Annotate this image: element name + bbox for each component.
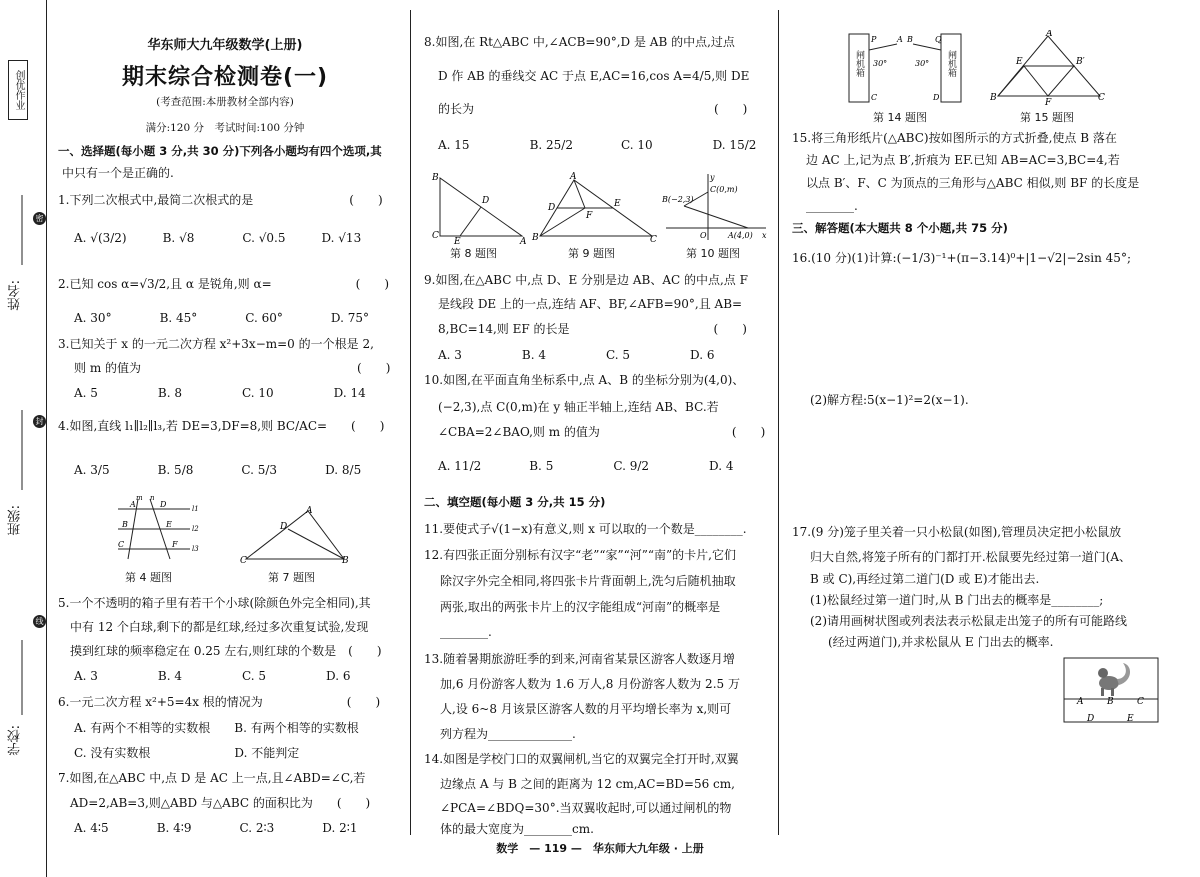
question-13-cont-2: 人,设 6~8 月该景区游客人数的月平均增长率为 x,则可 (440, 702, 732, 716)
svg-text:E: E (1016, 57, 1023, 67)
question-17-part-1: (1)松鼠经过第一道门时,从 B 门出去的概率是________; (810, 593, 1104, 607)
question-12-blank: ________. (440, 625, 492, 639)
svg-text:x: x (762, 231, 767, 240)
question-8-cont-2: 的长为 ( ) (438, 102, 748, 116)
question-14-cont-2: ∠PCA=∠BDQ=30°.当双翼收起时,可以通过闸机的物 (440, 801, 732, 815)
figure-7-triangle (238, 505, 353, 565)
question-15-blank: ________. (806, 199, 858, 213)
question-5-cont-1: 中有 12 个白球,剩下的都是红球,经过多次重复试验,发现 (70, 620, 369, 634)
question-12-cont-1: 除汉字外完全相同,将四张卡片背面朝上,洗匀后随机抽取 (440, 574, 736, 588)
svg-text:O: O (700, 231, 707, 240)
svg-text:A: A (897, 35, 903, 44)
figure-8-right-triangle (430, 170, 530, 245)
svg-text:E: E (614, 199, 621, 209)
section-1-heading-cont: 中只有一个是正确的. (62, 166, 174, 180)
question-14: 14.如图是学校门口的双翼闸机,当它的双翼完全打开时,双翼 (424, 752, 739, 766)
page-title: 期末综合检测卷(一) (121, 65, 329, 90)
question-2-options: A. 30° B. 45° C. 60° D. 75° (74, 311, 370, 325)
score-and-time: 满分:120 分 考试时间:100 分钟 (145, 122, 305, 134)
figure-15-caption: 第 15 题图 (1020, 111, 1074, 124)
series-title: 华东师大九年级数学(上册) (147, 38, 303, 53)
question-13: 13.随着暑期旅游旺季的到来,河南省某景区游客人数逐月增 (424, 652, 735, 666)
door-c: C (1137, 697, 1144, 707)
figure-4-caption: 第 4 题图 (125, 571, 172, 584)
figure-8-caption: 第 8 题图 (450, 247, 497, 260)
left-binding-line (46, 0, 47, 877)
figure-10-coordinate-plane (662, 170, 772, 245)
question-6-options-ab: A. 有两个不相等的实数根 B. 有两个相等的实数根 (74, 721, 359, 735)
svg-text:D: D (280, 522, 288, 532)
figure-14-caption: 第 14 题图 (873, 111, 927, 124)
question-8-cont-1: D 作 AB 的垂线交 AC 于点 E,AC=16,cos A=4/5,则 DE (438, 69, 750, 83)
svg-text:P: P (871, 35, 877, 44)
figure-7-caption: 第 7 题图 (268, 571, 315, 584)
figure-17-cage (1063, 657, 1159, 723)
question-17-part-2-cont: (经过两道门),并求松鼠从 E 门出去的概率. (828, 635, 1054, 649)
question-17-part-2: (2)请用画树状图或列表法表示松鼠走出笼子的所有可能路线 (810, 614, 1128, 628)
question-6: 6.一元二次方程 x²+5=4x 根的情况为 ( ) (58, 695, 381, 709)
question-7-options: A. 4∶5 B. 4∶9 C. 2∶3 D. 2∶1 (74, 821, 358, 835)
svg-text:A: A (1046, 30, 1053, 39)
svg-text:A: A (570, 172, 577, 182)
svg-text:E: E (454, 237, 461, 245)
svg-text:B: B (342, 556, 349, 565)
svg-text:B: B (122, 520, 128, 529)
seal-mark-1: 密 (33, 212, 46, 225)
school-label: 学校: (8, 725, 23, 756)
door-a: A (1077, 697, 1084, 707)
name-label: 姓名: (8, 280, 23, 311)
svg-text:C: C (650, 235, 657, 245)
svg-text:C: C (240, 556, 247, 565)
svg-text:l2: l2 (192, 525, 199, 533)
svg-text:B(−2,3): B(−2,3) (662, 195, 694, 204)
question-16-part-1: 16.(10 分)(1)计算:(−1/3)⁻¹+(π−3.14)⁰+|1−√2|−2sin 45°; (792, 251, 1131, 265)
svg-text:F: F (586, 211, 593, 221)
binding-rules (0, 0, 46, 877)
question-7-cont: AD=2,AB=3,则△ABD 与△ABC 的面积比为 ( ) (70, 796, 371, 810)
question-7: 7.如图,在△ABC 中,点 D 是 AC 上一点,且∠ABD=∠C,若 (58, 771, 366, 785)
figure-4-parallel-lines (110, 495, 200, 565)
question-17: 17.(9 分)笼子里关着一只小松鼠(如图),管理员决定把小松鼠放 (792, 525, 1122, 539)
svg-text:A: A (130, 500, 136, 509)
question-15: 15.将三角形纸片(△ABC)按如图所示的方式折叠,使点 B 落在 (792, 131, 1117, 145)
section-1-heading: 一、选择题(每小题 3 分,共 30 分)下列各小题均有四个选项,其 (58, 144, 382, 158)
svg-text:C: C (432, 231, 439, 241)
question-10-cont-1: (−2,3),点 C(0,m)在 y 轴正半轴上,连结 AB、BC.若 (438, 400, 719, 414)
series-badge: 创优作业 (8, 60, 28, 120)
svg-text:D: D (933, 93, 940, 102)
column-divider-1 (410, 10, 411, 835)
question-9-options: A. 3 B. 4 C. 5 D. 6 (438, 348, 715, 362)
question-8: 8.如图,在 Rt△ABC 中,∠ACB=90°,D 是 AB 的中点,过点 (424, 35, 735, 49)
fig14-panel-right: 闸机箱 (946, 50, 956, 77)
question-17-cont-1: 归大自然,将笼子所有的门都打开.松鼠要先经过第一道门(A、 (810, 550, 1131, 564)
fig14-angle-left: 30° (873, 59, 888, 68)
question-12: 12.有四张正面分别标有汉字“老”“家”“河”“南”的卡片,它们 (424, 548, 736, 562)
question-10: 10.如图,在平面直角坐标系中,点 A、B 的坐标分别为(4,0)、 (424, 373, 745, 387)
svg-text:A: A (520, 237, 527, 245)
question-11: 11.要使式子√(1−x)有意义,则 x 可以取的一个数是________. (424, 522, 747, 536)
section-2-heading: 二、填空题(每小题 3 分,共 15 分) (424, 495, 606, 509)
question-4: 4.如图,直线 l₁∥l₂∥l₃,若 DE=3,DF=8,则 BC/AC= ( ) (58, 419, 385, 433)
question-3-cont: 则 m 的值为 ( ) (74, 361, 391, 375)
door-d: D (1087, 714, 1095, 723)
svg-text:B: B (432, 173, 439, 183)
svg-text:C: C (871, 93, 878, 102)
svg-text:m: m (136, 495, 143, 502)
svg-text:B: B (532, 233, 539, 243)
question-9-cont-2: 8,BC=14,则 EF 的长是 ( ) (438, 322, 747, 336)
question-2: 2.已知 cos α=√3/2,且 α 是锐角,则 α= ( ) (58, 277, 389, 291)
door-b: B (1107, 697, 1114, 707)
figure-9-triangle (530, 170, 660, 245)
svg-text:n: n (150, 495, 155, 502)
question-3-options: A. 5 B. 8 C. 10 D. 14 (74, 386, 366, 400)
question-15-cont-1: 边 AC 上,记为点 B′,折痕为 EF.已知 AB=AC=3,BC=4,若 (806, 153, 1120, 167)
svg-text:C: C (118, 540, 125, 549)
svg-text:B: B (907, 35, 913, 44)
question-6-options-cd: C. 没有实数根 D. 不能判定 (74, 746, 300, 760)
figure-10-caption: 第 10 题图 (686, 247, 740, 260)
question-14-cont-3: 体的最大宽度为________cm. (440, 822, 594, 836)
question-9-cont-1: 是线段 DE 上的一点,连结 AF、BF,∠AFB=90°,且 AB= (438, 297, 743, 311)
svg-text:F: F (172, 540, 178, 549)
question-5-options: A. 3 B. 4 C. 5 D. 6 (74, 669, 351, 683)
svg-text:E: E (166, 520, 172, 529)
question-3: 3.已知关于 x 的一元二次方程 x²+3x−m=0 的一个根是 2, (58, 337, 374, 351)
seal-mark-2: 封 (33, 415, 46, 428)
question-9: 9.如图,在△ABC 中,点 D、E 分别是边 AB、AC 的中点,点 F (424, 273, 748, 287)
question-16-part-2: (2)解方程:5(x−1)²=2(x−1). (810, 393, 969, 407)
class-label: 班级: (8, 505, 23, 536)
exam-scope: (考查范围:本册教材全部内容) (156, 96, 294, 108)
door-e: E (1127, 714, 1134, 723)
svg-text:l3: l3 (192, 545, 199, 553)
svg-text:D: D (482, 196, 490, 206)
question-10-options: A. 11/2 B. 5 C. 9/2 D. 4 (438, 459, 734, 473)
svg-text:C: C (1098, 93, 1105, 103)
column-divider-2 (778, 10, 779, 835)
question-15-cont-2: 以点 B′、F、C 为顶点的三角形与△ABC 相似,则 BF 的长度是 (806, 176, 1140, 190)
fig14-panel-left: 闸机箱 (854, 50, 864, 77)
svg-text:C(0,m): C(0,m) (710, 185, 738, 194)
svg-text:D: D (160, 500, 167, 509)
question-14-cont-1: 边缘点 A 与 B 之间的距离为 12 cm,AC=BD=56 cm, (440, 777, 735, 791)
svg-text:F: F (1045, 98, 1052, 105)
svg-text:B′: B′ (1076, 57, 1085, 67)
question-10-cont-2: ∠CBA=2∠BAO,则 m 的值为 ( ) (438, 425, 766, 439)
section-3-heading: 三、解答题(本大题共 8 个小题,共 75 分) (792, 221, 1008, 235)
figure-9-caption: 第 9 题图 (568, 247, 615, 260)
svg-text:B: B (990, 93, 997, 103)
svg-text:A(4,0): A(4,0) (728, 231, 753, 240)
question-13-cont-3: 列方程为______________. (440, 727, 576, 741)
question-5-cont-2: 摸到红球的频率稳定在 0.25 左右,则红球的个数是 ( ) (70, 644, 382, 658)
svg-text:A: A (306, 506, 313, 516)
question-5: 5.一个不透明的箱子里有若干个小球(除颜色外完全相同),其 (58, 596, 371, 610)
fig14-angle-right: 30° (915, 59, 930, 68)
seal-mark-3: 线 (33, 615, 46, 628)
question-12-cont-2: 两张,取出的两张卡片上的汉字能组成“河南”的概率是 (440, 600, 721, 614)
svg-text:l1: l1 (192, 505, 199, 513)
question-13-cont-1: 加,6 月份游客人数为 1.6 万人,8 月份游客人数为 2.5 万 (440, 677, 740, 691)
question-1-options: A. √(3/2) B. √8 C. √0.5 D. √13 (74, 231, 362, 245)
question-8-options: A. 15 B. 25/2 C. 10 D. 15/2 (438, 138, 757, 152)
question-4-options: A. 3/5 B. 5/8 C. 5/3 D. 8/5 (74, 463, 362, 477)
svg-text:Q: Q (935, 35, 942, 44)
figure-15-folded-triangle (990, 30, 1110, 105)
svg-text:D: D (548, 203, 556, 213)
page-footer: 数学 — 119 — 华东师大九年级 · 上册 (496, 842, 704, 855)
question-1: 1.下列二次根式中,最简二次根式的是 ( ) (58, 193, 383, 207)
svg-text:y: y (710, 173, 715, 182)
question-17-cont-2: B 或 C),再经过第二道门(D 或 E)才能出去. (810, 572, 1040, 586)
